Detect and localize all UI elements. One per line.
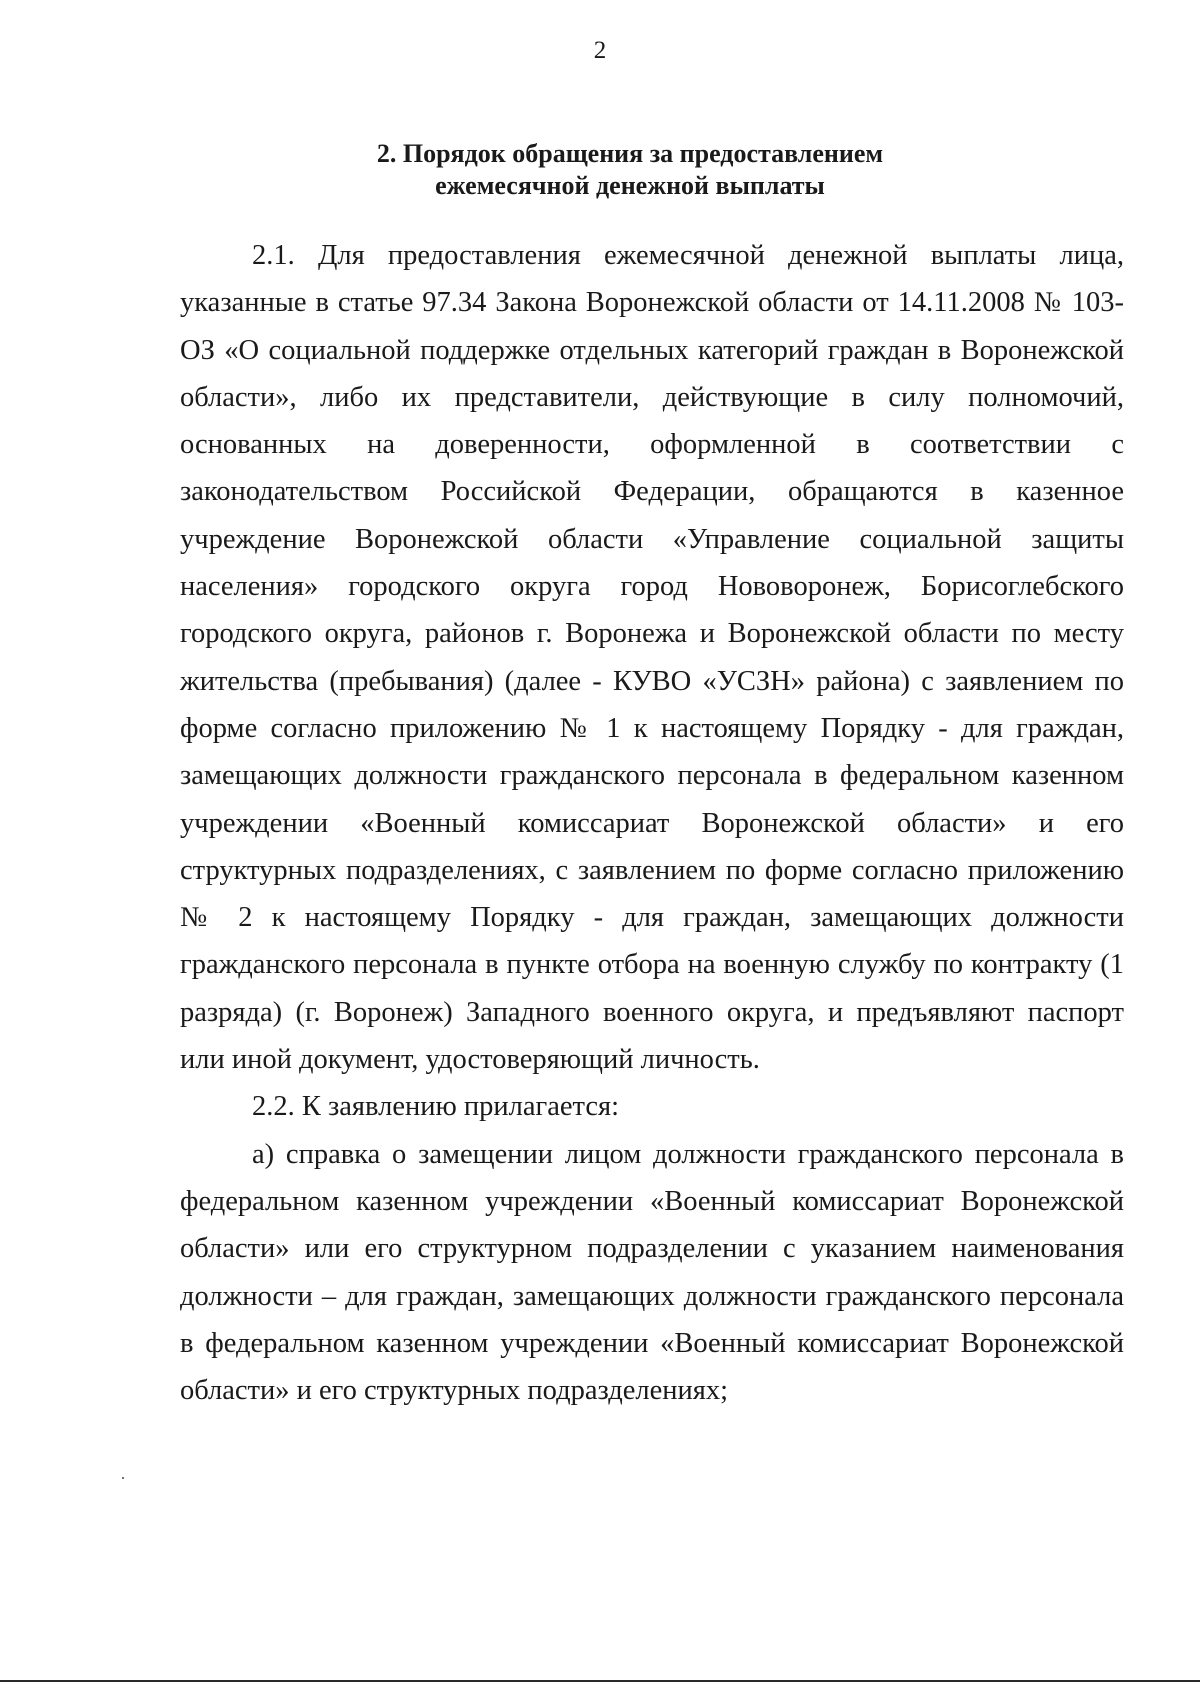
paragraph-2-2: 2.2. К заявлению прилагается:	[252, 1091, 619, 1123]
section-heading-line-2: ежемесячной денежной выплаты	[435, 171, 825, 200]
scan-speck	[122, 1477, 124, 1479]
section-heading	[200, 138, 1060, 202]
scan-edge-line	[0, 1680, 1200, 1682]
paragraph-2-2-a: а) справка о замещении лицом должности гражданского персонала в федеральном казенном учреждении «Военный комиссариат Воронежской области» или его структурном подразделении с указанием наименования должности – для граждан, замещающих должности гражданского персонала в федеральном казенном учреждении «Военный комиссариат Воронежской области» и его структурных подразделениях;	[180, 1138, 1124, 1407]
paragraph-2-1: 2.1. Для предоставления ежемесячной денежной выплаты лица, указанные в статье 97.34 Закона Воронежской области от 14.11.2008 № 103-ОЗ «О социальной поддержке отдельных категорий граждан в Воронежской области», либо их представители, действующие в силу полномочий, основанных на доверенности, оформленной в соответствии с законодательством Российской Федерации, обращаются в казенное учреждение Воронежской области «Управление социальной защиты населения» городского округа город Нововоронеж, Борисоглебского городского округа, районов г. Воронежа и Воронежской области по месту жительства (пребывания) (далее - КУВО «УСЗН» района) с заявлением по форме согласно приложению № 1 к настоящему Порядку - для граждан, замещающих должности гражданского персонала в федеральном казенном учреждении «Военный комиссариат Воронежской области» и его структурных подразделениях, с заявлением по форме согласно приложению № 2 к настоящему Порядку - для граждан, замещающих должности гражданского персонала в пункте отбора на военную службу по контракту (1 разряда) (г. Воронеж) Западного военного округа, и предъявляют паспорт или иной документ, удостоверяющий личность.	[180, 240, 1124, 1076]
section-heading-line-1: 2. Порядок обращения за предоставлением	[376, 139, 884, 168]
page-number: 2	[593, 37, 607, 64]
document-body	[180, 232, 1124, 1414]
